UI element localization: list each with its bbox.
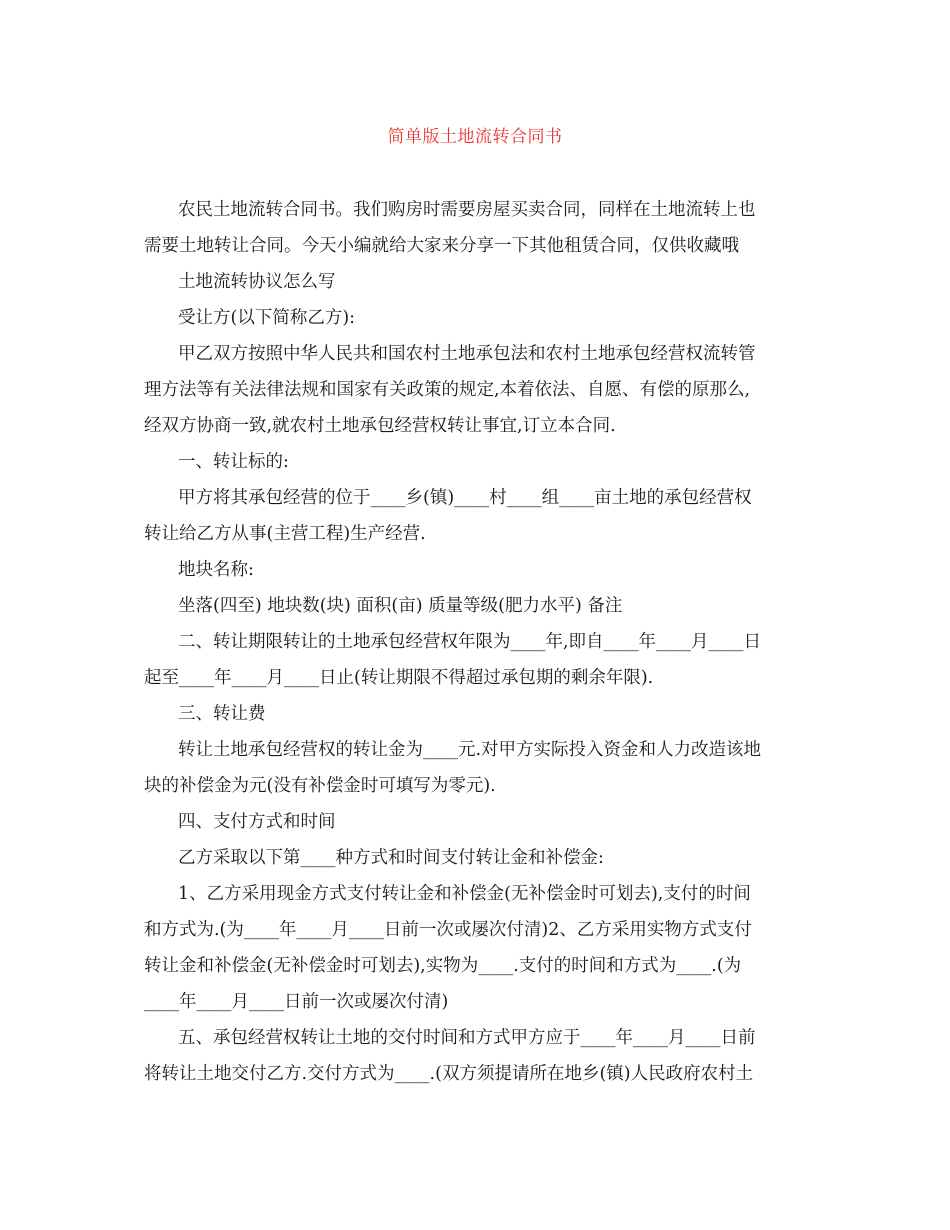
paragraph-line: 和方式为.(为____年____月____日前一次或屡次付清)2、乙方采用实物方式支付 bbox=[144, 920, 752, 940]
paragraph-line: 乙方采取以下第____种方式和时间支付转让金和补偿金: bbox=[178, 848, 604, 868]
paragraph-line: 转让给乙方从事(主营工程)生产经营. bbox=[144, 524, 426, 544]
paragraph-line: 五、承包经营权转让土地的交付时间和方式甲方应于____年____月____日前 bbox=[178, 1028, 756, 1048]
body-paragraph bbox=[144, 624, 808, 696]
paragraph-line: 二、转让期限转让的土地承包经营权年限为____年,即自____年____月____日 bbox=[178, 632, 762, 652]
body-paragraph bbox=[144, 480, 808, 552]
paragraph-line: 理方法等有关法律法规和国家有关政策的规定,本着依法、自愿、有偿的原那么, bbox=[144, 380, 751, 400]
body-paragraph bbox=[144, 804, 808, 840]
body-paragraph bbox=[144, 192, 808, 264]
body-paragraph bbox=[144, 840, 808, 876]
paragraph-line: 农民土地流转合同书。我们购房时需要房屋买卖合同，同样在土地流转上也 bbox=[178, 200, 756, 220]
body-paragraph bbox=[144, 552, 808, 588]
paragraph-line: 转让金和补偿金(无补偿金时可划去),实物为____.支付的时间和方式为____.(为 bbox=[144, 956, 742, 976]
document-title: 简单版土地流转合同书 bbox=[387, 127, 563, 147]
paragraph-line: 三、转让费 bbox=[178, 704, 266, 724]
paragraph-line: 土地流转协议怎么写 bbox=[178, 272, 336, 292]
paragraph-line: 转让土地承包经营权的转让金为____元.对甲方实际投入资金和人力改造该地 bbox=[178, 740, 762, 760]
body-paragraph bbox=[144, 300, 808, 336]
paragraph-line: 受让方(以下简称乙方): bbox=[178, 308, 356, 328]
body-paragraph bbox=[144, 732, 808, 804]
paragraph-line: ____年____月____日前一次或屡次付清) bbox=[144, 992, 449, 1012]
paragraph-line: 甲方将其承包经营的位于____乡(镇)____村____组____亩土地的承包经营权 bbox=[178, 488, 752, 508]
paragraph-line: 经双方协商一致,就农村土地承包经营权转让事宜,订立本合同. bbox=[144, 416, 616, 436]
body-paragraph bbox=[144, 696, 808, 732]
body-paragraph bbox=[144, 876, 808, 1020]
paragraph-line: 将转让土地交付乙方.交付方式为____.(双方须提请所在地乡(镇)人民政府农村土 bbox=[144, 1064, 754, 1084]
body-paragraph bbox=[144, 444, 808, 480]
document-body bbox=[144, 192, 808, 1092]
paragraph-line: 块的补偿金为元(没有补偿金时可填写为零元). bbox=[144, 776, 496, 796]
paragraph-line: 地块名称: bbox=[178, 560, 254, 580]
paragraph-line: 需要土地转让合同。今天小编就给大家来分享一下其他租赁合同，仅供收藏哦 bbox=[144, 236, 739, 256]
paragraph-line: 四、支付方式和时间 bbox=[178, 812, 336, 832]
body-paragraph bbox=[144, 264, 808, 300]
paragraph-line: 一、转让标的: bbox=[178, 452, 289, 472]
paragraph-line: 1、乙方采用现金方式支付转让金和补偿金(无补偿金时可划去),支付的时间 bbox=[178, 884, 751, 904]
body-paragraph bbox=[144, 1020, 808, 1092]
paragraph-line: 坐落(四至) 地块数(块) 面积(亩) 质量等级(肥力水平) 备注 bbox=[178, 596, 623, 616]
paragraph-line: 甲乙双方按照中华人民共和国农村土地承包法和农村土地承包经营权流转管 bbox=[178, 344, 756, 364]
body-paragraph bbox=[144, 336, 808, 444]
paragraph-line: 起至____年____月____日止(转让期限不得超过承包期的剩余年限). bbox=[144, 668, 654, 688]
body-paragraph bbox=[144, 588, 808, 624]
